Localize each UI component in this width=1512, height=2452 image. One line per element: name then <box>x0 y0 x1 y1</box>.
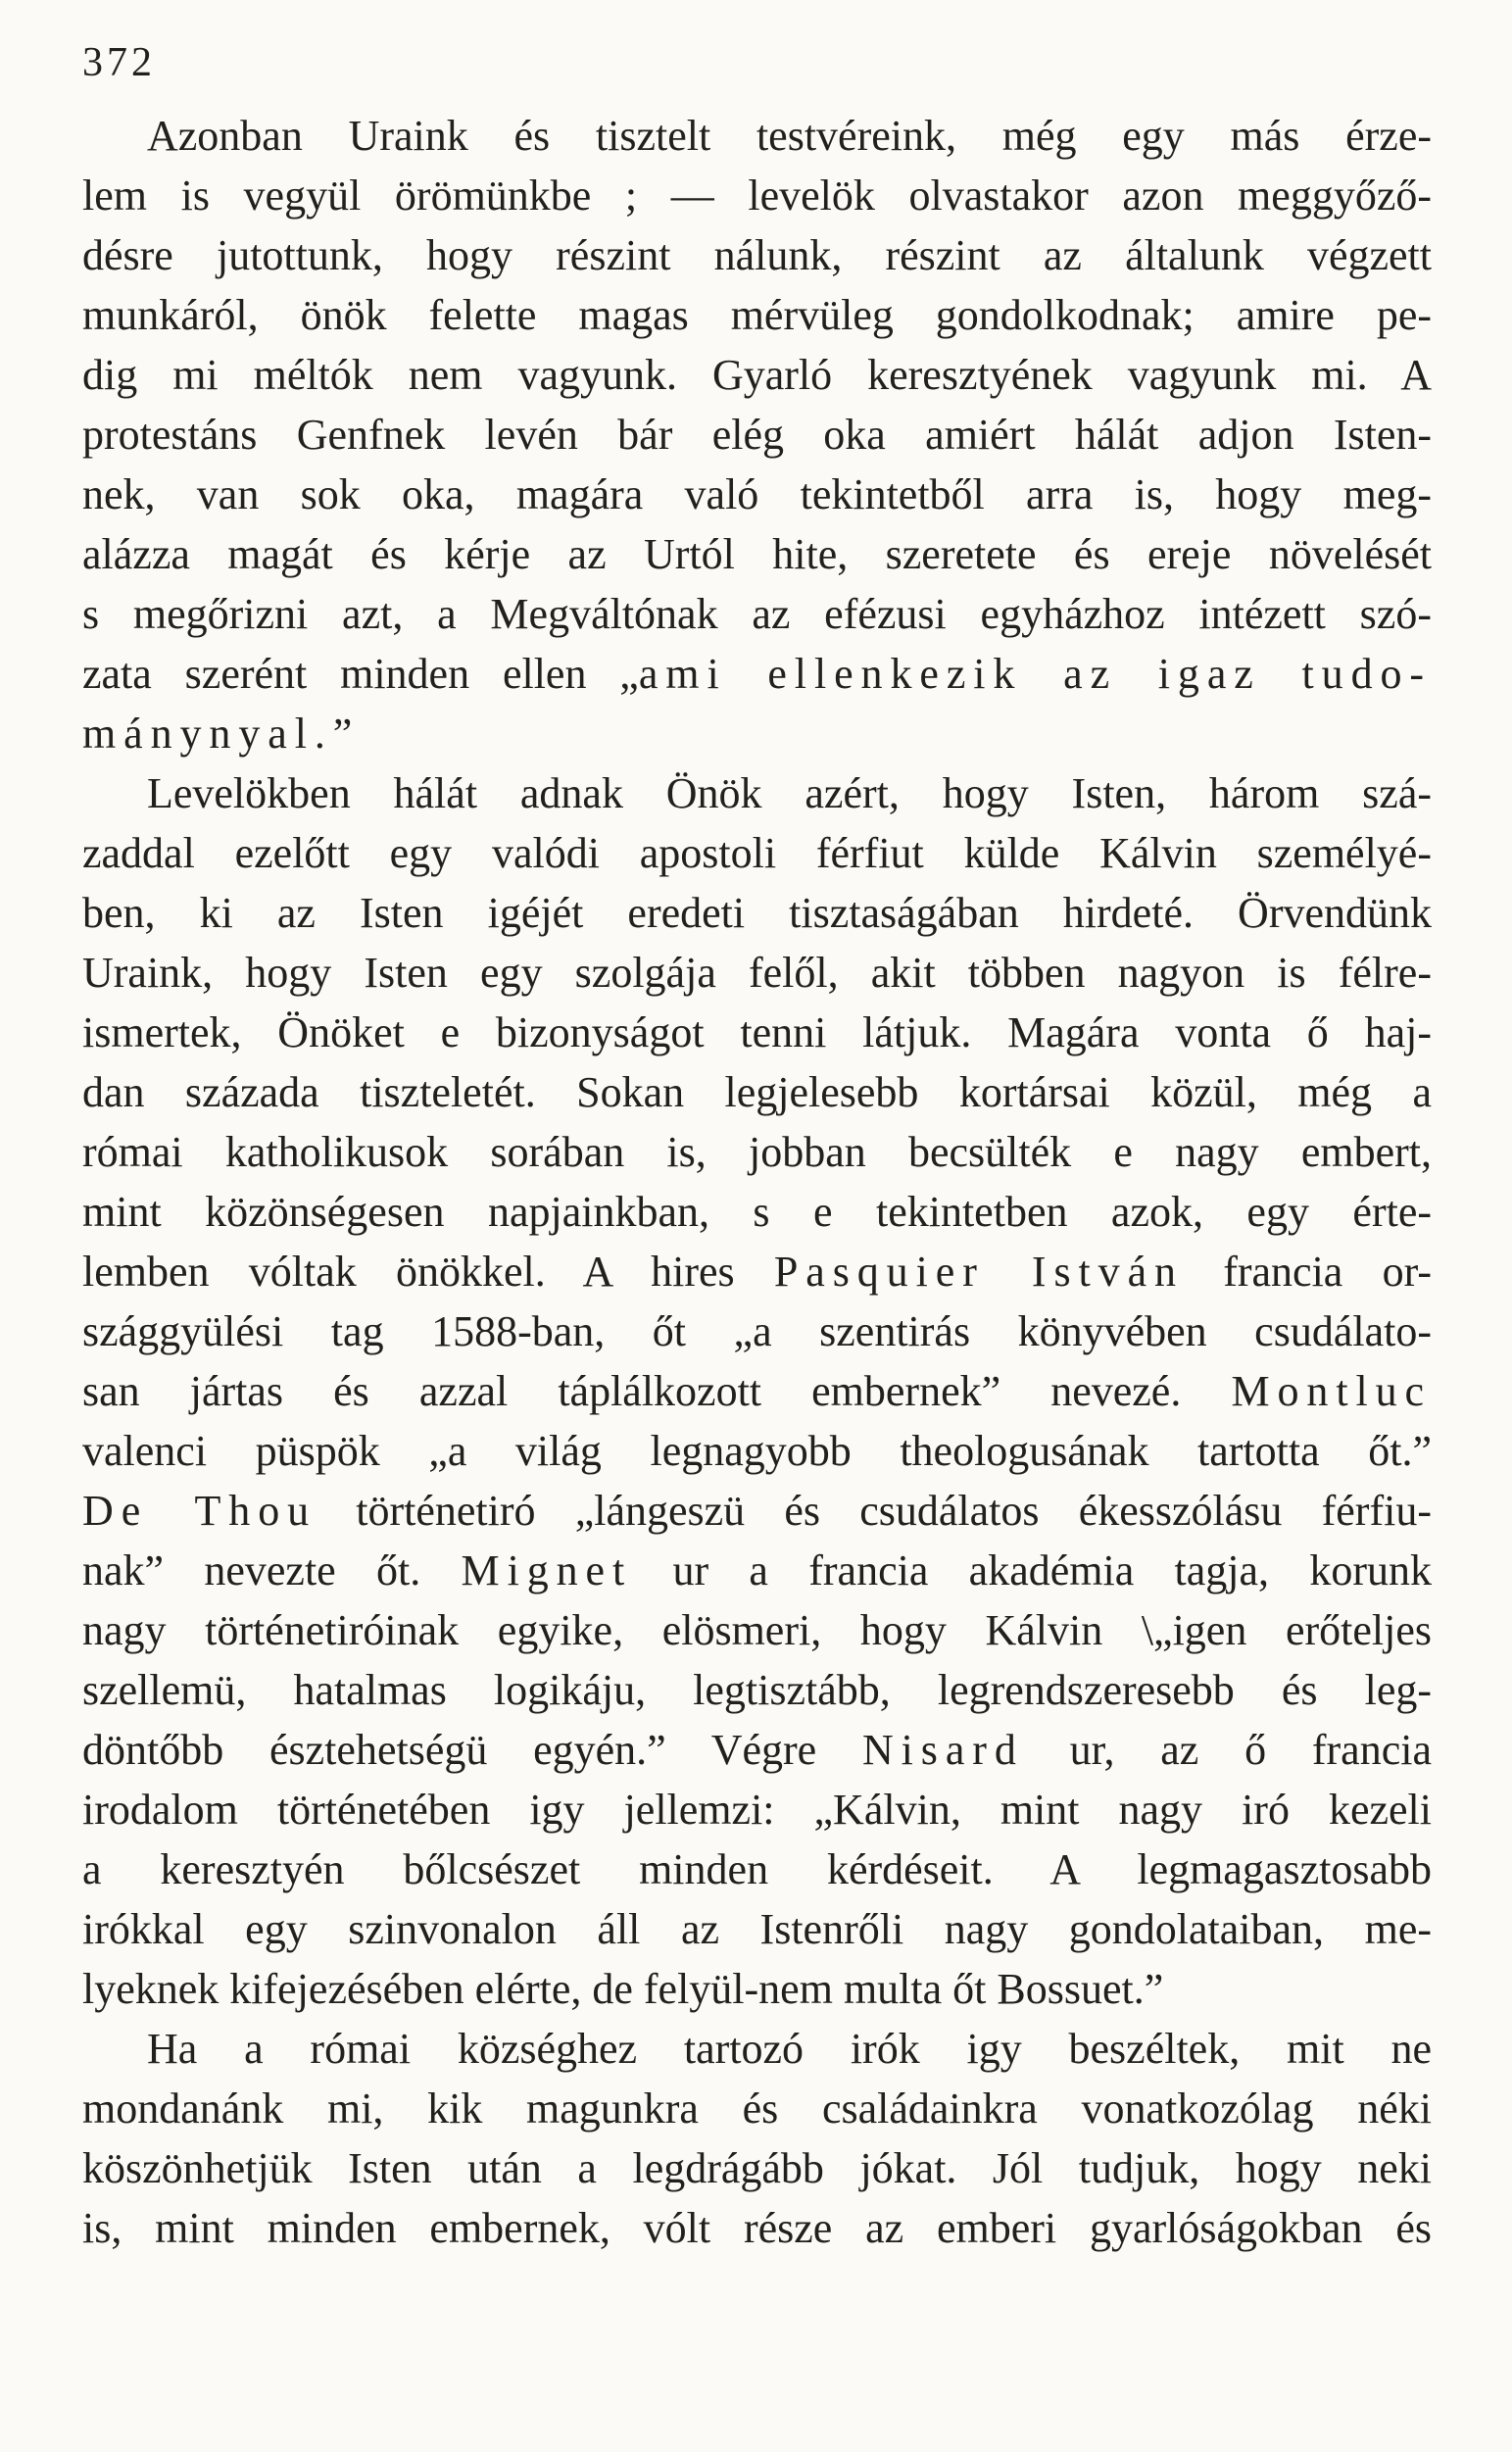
body-text: francia or- <box>1183 1248 1432 1296</box>
body-text: zata szerént minden ellen „ <box>82 650 639 698</box>
text-line <box>82 704 1432 763</box>
body-text: ur a francia akadémia tagja, korunk <box>632 1546 1432 1594</box>
text-line <box>82 1959 1432 2019</box>
body-text: Levelökben hálát adnak Önök azért, hogy Isten, három szá- <box>147 769 1432 817</box>
text-line <box>82 1301 1432 1361</box>
text-line <box>82 285 1432 345</box>
text-line <box>82 405 1432 465</box>
text-line <box>82 1062 1432 1122</box>
text-line <box>82 524 1432 584</box>
paragraph <box>82 106 1432 763</box>
body-text: nagy történetiróinak egyike, elösmeri, hogy Kálvin \„igen erőteljes <box>82 1606 1432 1654</box>
body-text: munkáról, önök felette magas mérvüleg gondolkodnak; amire pe- <box>82 291 1432 339</box>
body-text: mint közönségesen napjainkban, s e tekintetben azok, egy érte- <box>82 1188 1432 1236</box>
letterspaced-text: Mignet <box>461 1546 633 1594</box>
body-text: s megőrizni azt, a Megváltónak az efézusi egyházhoz intézett szó- <box>82 590 1432 638</box>
body-text: lemben vóltak önökkel. A hires <box>82 1248 774 1296</box>
body-text: Azonban Uraink és tisztelt testvéreink, még egy más érze- <box>147 112 1432 160</box>
body-text: san jártas és azzal táplálkozott embernek” nevezé. <box>82 1367 1232 1415</box>
text-line <box>82 345 1432 405</box>
body-text: szellemü, hatalmas logikáju, legtisztább, legrendszeresebb és leg- <box>82 1666 1432 1714</box>
text-line <box>82 823 1432 883</box>
text-line <box>82 1003 1432 1062</box>
body-text: alázza magát és kérje az Urtól hite, szeretete és ereje növelését <box>82 530 1432 578</box>
body-text: is, mint minden embernek, vólt része az emberi gyarlóságokban és <box>82 2204 1432 2252</box>
body-text: nek, van sok oka, magára való tekintetből arra is, hogy meg- <box>82 470 1432 518</box>
text-line <box>82 1421 1432 1481</box>
text-line <box>82 584 1432 644</box>
text-line <box>82 1242 1432 1301</box>
letterspaced-text: Pasquier István <box>773 1248 1184 1296</box>
body-text: ben, ki az Isten igéjét eredeti tisztaságában hirdeté. Örvendünk <box>82 889 1432 937</box>
text-line <box>82 1122 1432 1182</box>
body-text: lyeknek kifejezésében elérte, de felyül-nem multa őt Bossuet.” <box>82 1965 1164 2013</box>
paragraph <box>82 763 1432 2019</box>
body-text: ismertek, Önöket e bizonyságot tenni látjuk. Magára vonta ő haj- <box>82 1008 1432 1056</box>
text-line <box>82 1600 1432 1660</box>
body-text: lem is vegyül örömünkbe ; — levelök olvastakor azon meggyőző- <box>82 172 1432 220</box>
body-text: Ha a római községhez tartozó irók igy beszéltek, mit ne <box>147 2025 1432 2073</box>
letterspaced-text: mánynyal.” <box>82 710 361 758</box>
text-line <box>82 2198 1432 2258</box>
text-line <box>82 1660 1432 1720</box>
body-text: mondanánk mi, kik magunkra és családainkra vonatkozólag néki <box>82 2084 1432 2133</box>
text-line <box>82 1361 1432 1421</box>
text-line <box>82 1839 1432 1899</box>
body-text: désre jutottunk, hogy részint nálunk, részint az általunk végzett <box>82 231 1432 279</box>
body-text: a keresztyén bőlcsészet minden kérdéseit. A legmagasztosabb <box>82 1845 1432 1893</box>
body-text: történetiró „lángeszü és csudálatos ékesszólásu férfiu- <box>317 1487 1432 1535</box>
text-line <box>82 1899 1432 1959</box>
text-line <box>82 1541 1432 1600</box>
body-text: köszönhetjük Isten után a legdrágább jókat. Jól tudjuk, hogy neki <box>82 2144 1432 2192</box>
text-block <box>82 106 1432 2258</box>
letterspaced-text: Nisard <box>861 1726 1024 1774</box>
text-line <box>82 225 1432 285</box>
letterspaced-text: Montluc <box>1231 1367 1432 1415</box>
text-line <box>82 1481 1432 1541</box>
letterspaced-text: ami ellenkezik az igaz tudo- <box>638 650 1432 698</box>
text-line <box>82 763 1432 823</box>
text-line <box>82 2019 1432 2079</box>
body-text: irókkal egy szinvonalon áll az Istenrőli nagy gondolataiban, me- <box>82 1905 1432 1953</box>
body-text: nak” nevezte őt. <box>82 1546 462 1594</box>
text-line <box>82 1780 1432 1839</box>
body-text: irodalom történetében igy jellemzi: „Kálvin, mint nagy iró kezeli <box>82 1786 1432 1834</box>
text-line <box>82 644 1432 704</box>
body-text: dan százada tiszteletét. Sokan legjelesebb kortársai közül, még a <box>82 1068 1432 1116</box>
text-line <box>82 943 1432 1003</box>
body-text: zaddal ezelőtt egy valódi apostoli férfiut külde Kálvin személyé- <box>82 829 1432 877</box>
text-line <box>82 1720 1432 1780</box>
body-text: valenci püspök „a világ legnagyobb theologusának tartotta őt.” <box>82 1427 1432 1475</box>
body-text: szággyülési tag 1588-ban, őt „a szentirás könyvében csudálato- <box>82 1307 1432 1355</box>
text-line <box>82 2079 1432 2138</box>
body-text: Uraink, hogy Isten egy szolgája felől, akit többen nagyon is félre- <box>82 949 1432 997</box>
text-line <box>82 166 1432 225</box>
page-number: 372 <box>82 40 156 85</box>
body-text: döntőbb észtehetségü egyén.” Végre <box>82 1726 862 1774</box>
letterspaced-text: De Thou <box>82 1487 317 1535</box>
body-text: protestáns Genfnek levén bár elég oka amiért hálát adjon Isten- <box>82 411 1432 459</box>
body-text: ur, az ő francia <box>1023 1726 1432 1774</box>
paragraph <box>82 2019 1432 2258</box>
text-line <box>82 106 1432 166</box>
text-line <box>82 2138 1432 2198</box>
text-line <box>82 1182 1432 1242</box>
body-text: római katholikusok sorában is, jobban becsülték e nagy embert, <box>82 1128 1432 1176</box>
text-line <box>82 465 1432 524</box>
text-line <box>82 883 1432 943</box>
body-text: dig mi méltók nem vagyunk. Gyarló keresztyének vagyunk mi. A <box>82 351 1432 399</box>
